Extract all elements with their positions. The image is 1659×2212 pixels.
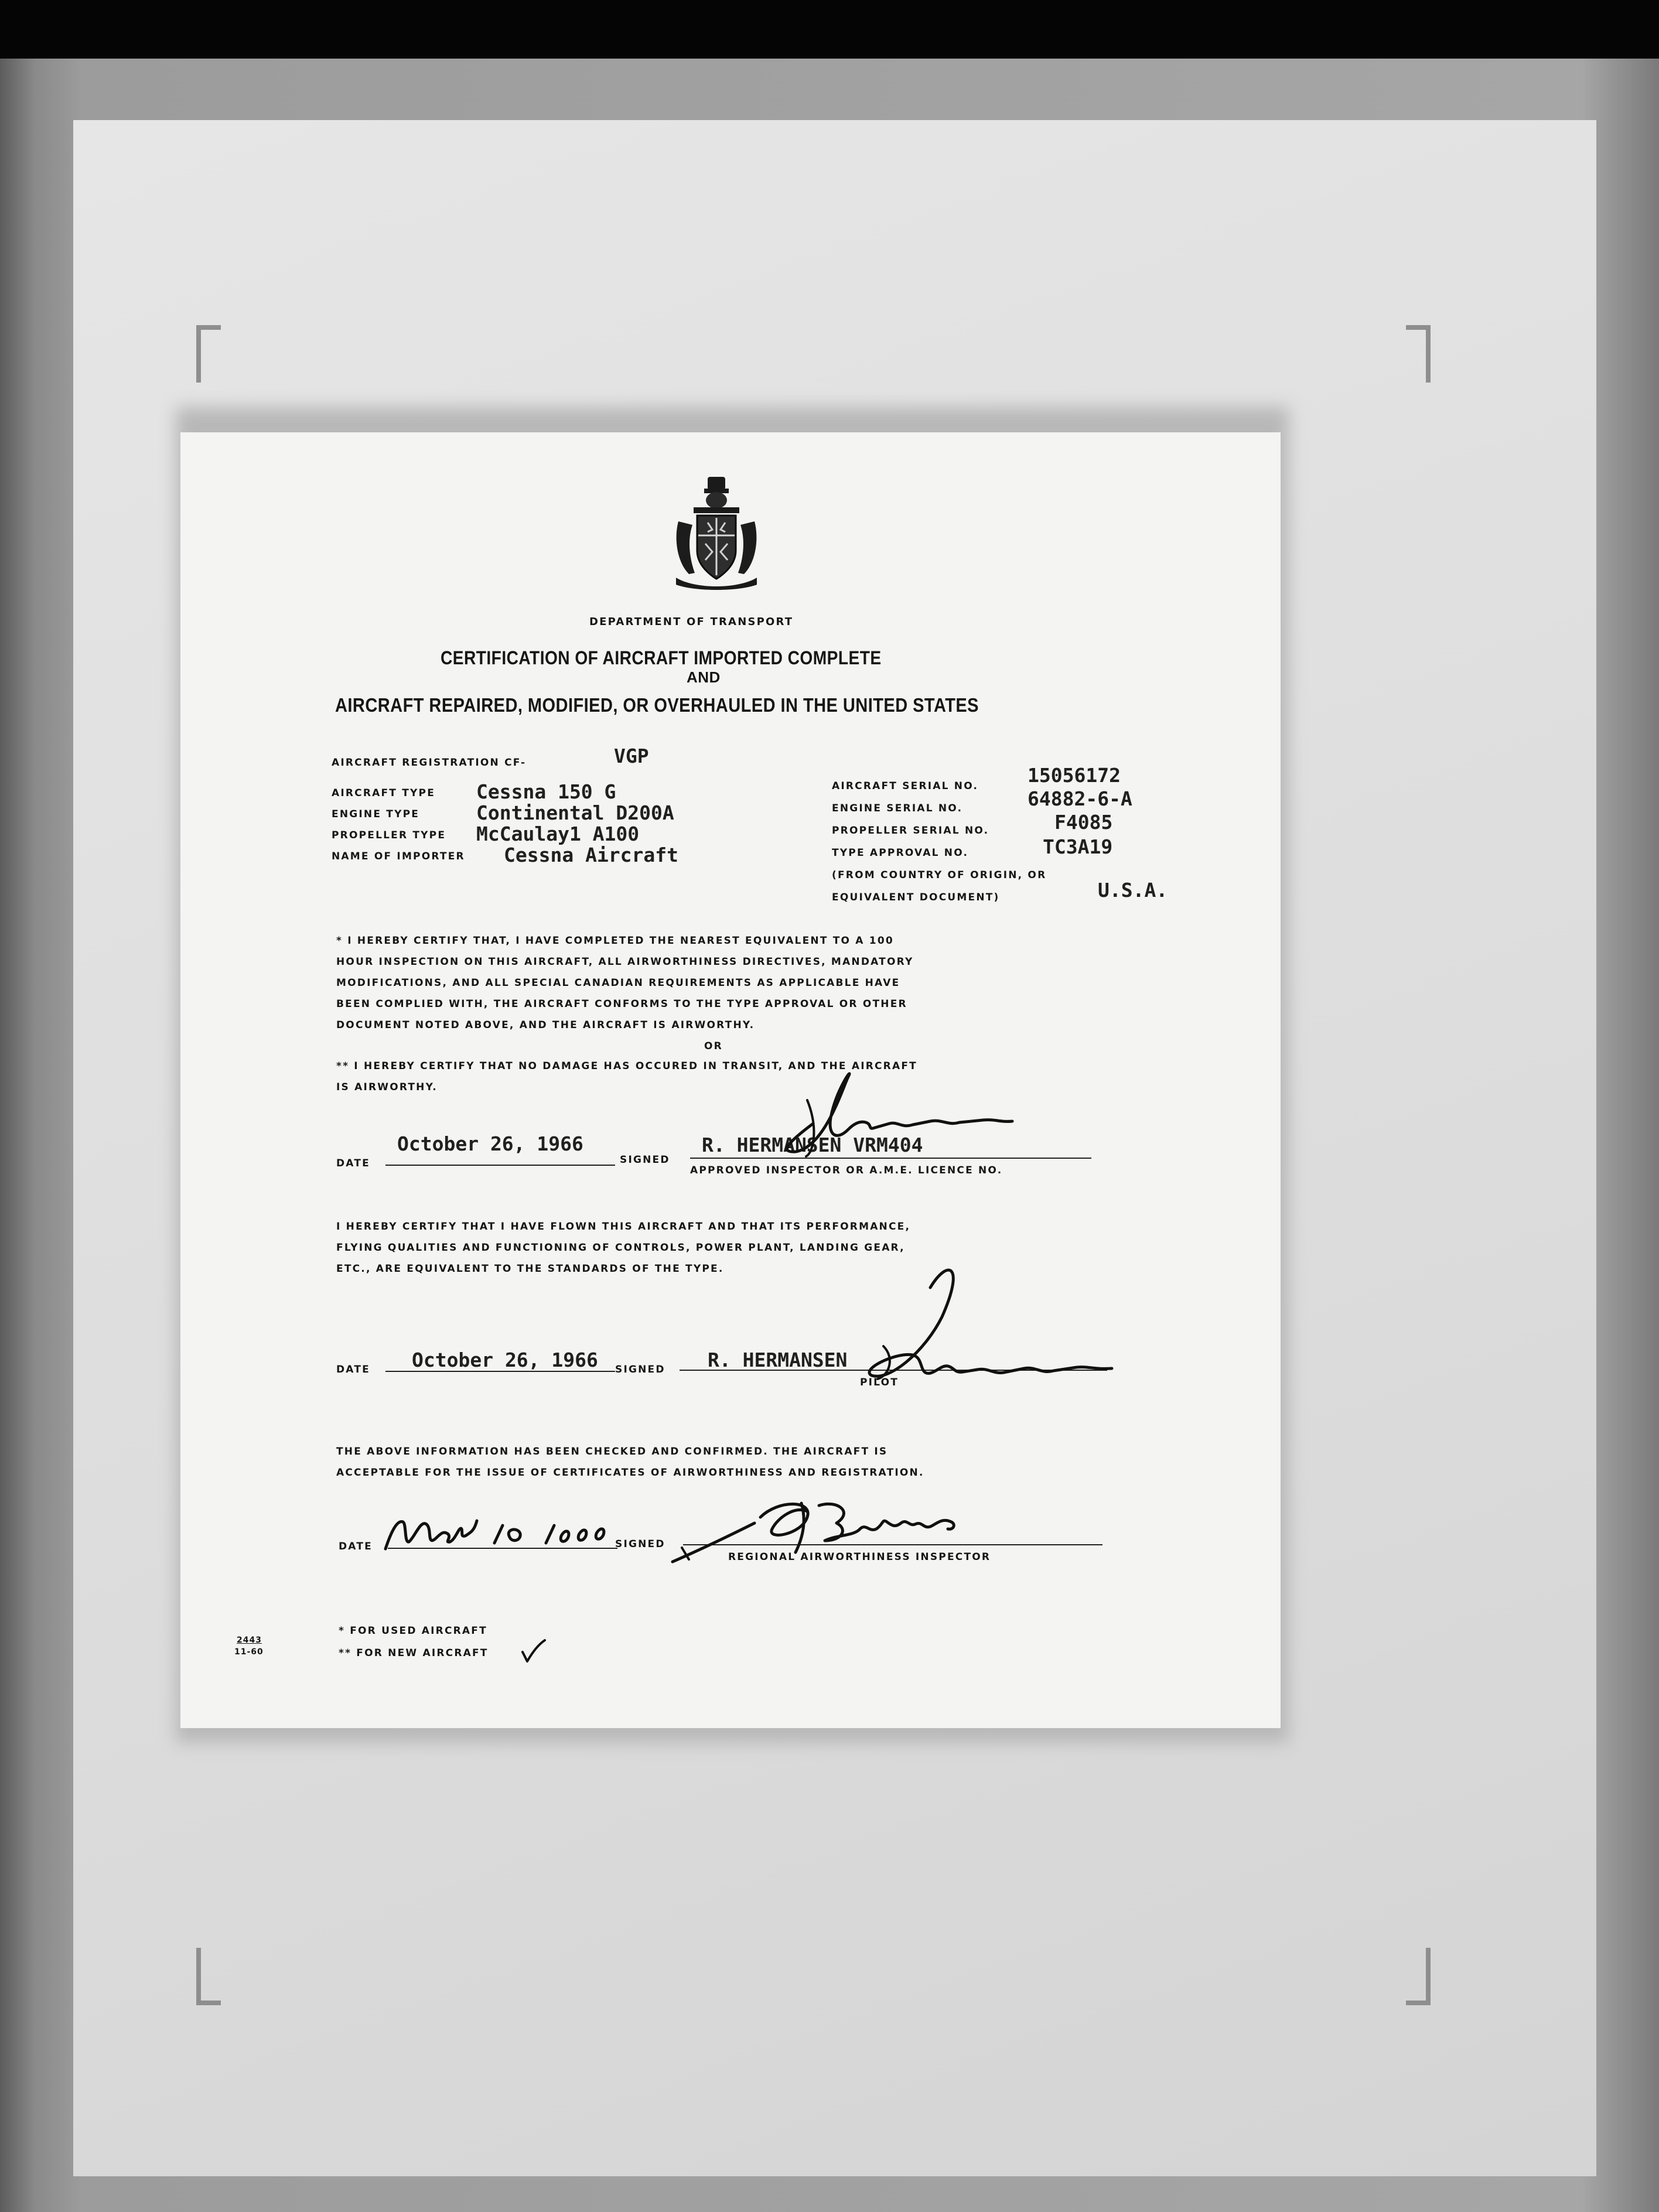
origin-label-2: EQUIVALENT DOCUMENT)	[832, 892, 1000, 903]
cert2-line-1: I HEREBY CERTIFY THAT I HAVE FLOWN THIS AIRCRAFT AND THAT ITS PERFORMANCE,	[336, 1221, 911, 1233]
cert2-signed-value: R. HERMANSEN	[708, 1349, 848, 1371]
propeller-type-label: PROPELLER TYPE	[332, 830, 446, 841]
cert1-signed-value: R. HERMANSEN VRM404	[702, 1134, 923, 1156]
cert2-date-value: October 26, 1966	[412, 1349, 598, 1371]
cert3-signed-label: SIGNED	[615, 1538, 665, 1550]
cert2-caption: PILOT	[860, 1377, 899, 1388]
handwritten-date	[380, 1508, 626, 1561]
registration-value: VGP	[614, 745, 649, 767]
propeller-type-value: McCaulay1 A100	[476, 822, 640, 845]
engine-serial-value: 64882-6-A	[1028, 787, 1132, 810]
cert1-date-line	[385, 1165, 615, 1166]
cert2-line-3: ETC., ARE EQUIVALENT TO THE STANDARDS OF THE TYPE.	[336, 1263, 724, 1275]
cert1-or: OR	[704, 1040, 723, 1052]
propeller-serial-label: PROPELLER SERIAL NO.	[832, 825, 989, 837]
type-approval-label: TYPE APPROVAL NO.	[832, 847, 969, 859]
crop-mark-bottom-left	[196, 1948, 221, 2005]
cert3-line-2: ACCEPTABLE FOR THE ISSUE OF CERTIFICATES OF AIRWORTHINESS AND REGISTRATION.	[336, 1467, 924, 1479]
propeller-serial-value: F4085	[1054, 811, 1113, 834]
importer-label: NAME OF IMPORTER	[332, 851, 465, 862]
cert2-date-label: DATE	[336, 1364, 370, 1375]
title-line-1: CERTIFICATION OF AIRCRAFT IMPORTED COMPLETE	[441, 647, 882, 668]
certificate-document	[180, 432, 1281, 1728]
title-line-2: AND	[687, 668, 721, 686]
form-date: 11-60	[234, 1647, 264, 1657]
crop-mark-top-left	[196, 325, 221, 383]
origin-value: U.S.A.	[1098, 879, 1168, 902]
cert1-date-label: DATE	[336, 1158, 370, 1169]
checkmark-icon	[519, 1637, 548, 1666]
footnote-new: ** FOR NEW AIRCRAFT	[339, 1647, 489, 1659]
aircraft-type-label: AIRCRAFT TYPE	[332, 787, 436, 799]
aircraft-type-value: Cessna 150 G	[476, 780, 616, 803]
engine-type-label: ENGINE TYPE	[332, 808, 420, 820]
cert3-line-1: THE ABOVE INFORMATION HAS BEEN CHECKED AND CONFIRMED. THE AIRCRAFT IS	[336, 1446, 888, 1457]
cert1-line-3: MODIFICATIONS, AND ALL SPECIAL CANADIAN REQUIREMENTS AS APPLICABLE HAVE	[336, 977, 900, 989]
crop-mark-top-right	[1406, 325, 1431, 383]
cert1-line-1: * I HEREBY CERTIFY THAT, I HAVE COMPLETED THE NEAREST EQUIVALENT TO A 100	[336, 935, 894, 947]
registration-label: AIRCRAFT REGISTRATION CF-	[332, 757, 527, 769]
cert2-signed-label: SIGNED	[615, 1364, 665, 1375]
engine-serial-label: ENGINE SERIAL NO.	[832, 803, 963, 814]
cert1-alt-line-2: IS AIRWORTHY.	[336, 1081, 438, 1093]
cert1-signed-label: SIGNED	[620, 1154, 670, 1166]
pilot-signature	[848, 1258, 1118, 1387]
cert3-caption: REGIONAL AIRWORTHINESS INSPECTOR	[728, 1551, 991, 1563]
importer-value: Cessna Aircraft	[504, 844, 679, 866]
cert2-line-2: FLYING QUALITIES AND FUNCTIONING OF CONTROLS, POWER PLANT, LANDING GEAR,	[336, 1242, 905, 1254]
cert1-caption: APPROVED INSPECTOR OR A.M.E. LICENCE NO.	[690, 1165, 1003, 1176]
type-approval-value: TC3A19	[1043, 835, 1113, 858]
cert1-line-5: DOCUMENT NOTED ABOVE, AND THE AIRCRAFT IS AIRWORTHY.	[336, 1019, 755, 1031]
regional-inspector-signature	[661, 1494, 965, 1570]
top-black-border	[0, 0, 1659, 59]
department-heading: DEPARTMENT OF TRANSPORT	[589, 616, 794, 628]
title-line-3: AIRCRAFT REPAIRED, MODIFIED, OR OVERHAULED IN THE UNITED STATES	[335, 694, 979, 716]
cert1-line-4: BEEN COMPLIED WITH, THE AIRCRAFT CONFORMS TO THE TYPE APPROVAL OR OTHER	[336, 998, 907, 1010]
cert1-line-2: HOUR INSPECTION ON THIS AIRCRAFT, ALL AIRWORTHINESS DIRECTIVES, MANDATORY	[336, 956, 914, 968]
cert1-date-value: October 26, 1966	[397, 1132, 583, 1155]
origin-label-1: (FROM COUNTRY OF ORIGIN, OR	[832, 869, 1047, 881]
aircraft-serial-label: AIRCRAFT SERIAL NO.	[832, 780, 979, 792]
crop-mark-bottom-right	[1406, 1948, 1431, 2005]
cert1-alt-line-1: ** I HEREBY CERTIFY THAT NO DAMAGE HAS OCCURED IN TRANSIT, AND THE AIRCRAFT	[336, 1060, 917, 1072]
aircraft-serial-value: 15056172	[1028, 764, 1121, 787]
engine-type-value: Continental D200A	[476, 801, 674, 824]
inspector-signature-1	[772, 1065, 1018, 1159]
form-number: 2443	[237, 1636, 262, 1645]
cert3-date-label: DATE	[339, 1541, 373, 1552]
footnote-used: * FOR USED AIRCRAFT	[339, 1625, 487, 1637]
coat-of-arms-icon	[671, 475, 762, 592]
